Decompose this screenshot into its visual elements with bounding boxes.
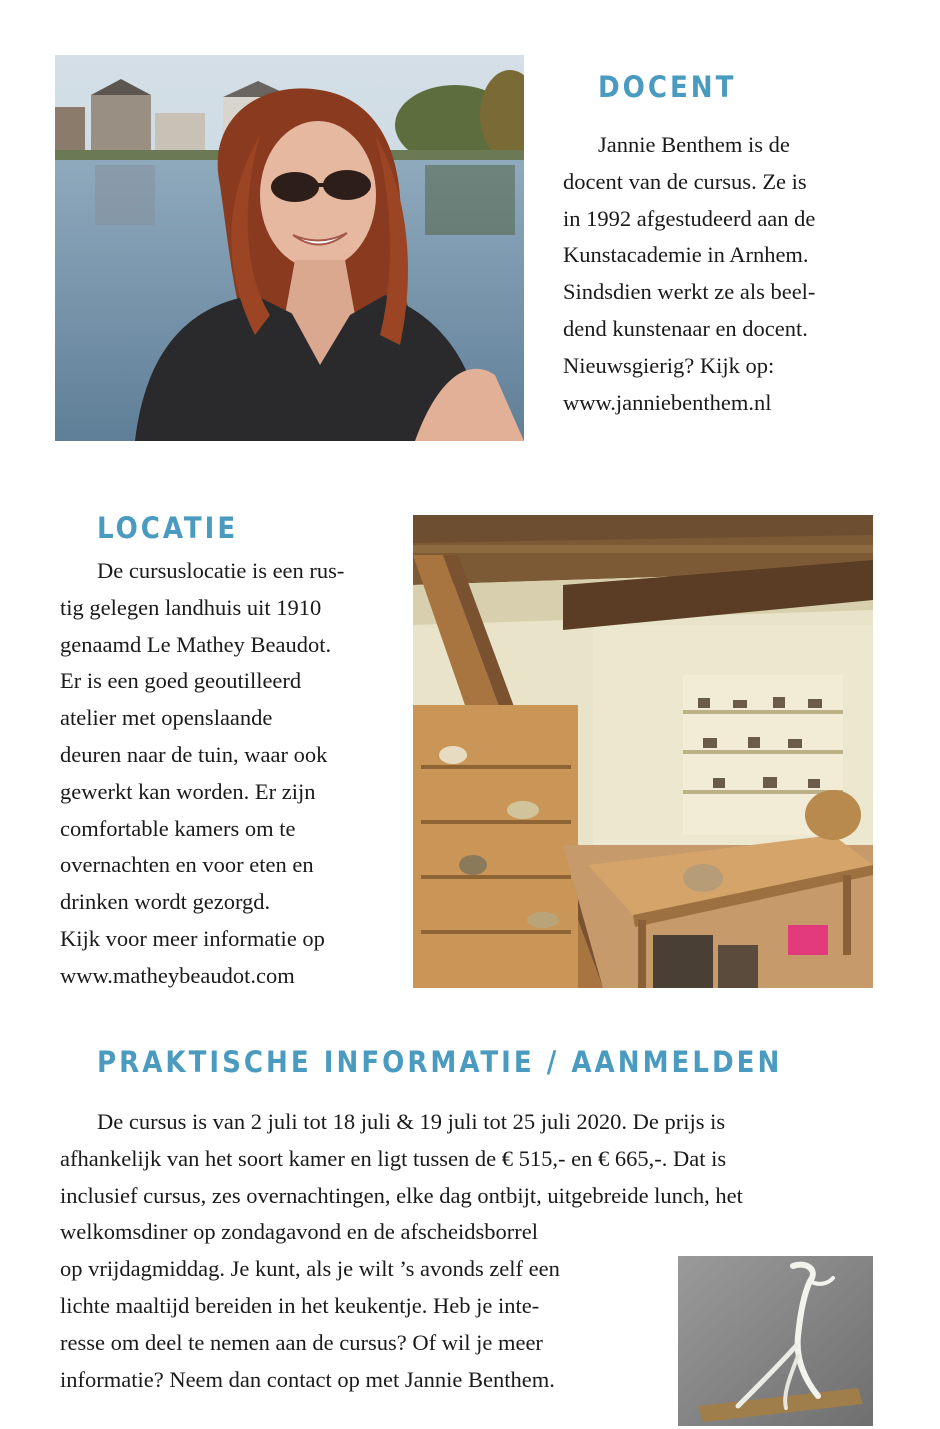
locatie-line: De cursuslocatie is een rus- (97, 558, 345, 583)
locatie-text (60, 553, 344, 995)
praktisch-line: De cursus is van 2 juli tot 18 juli & 19 juli tot 25 juli 2020. De prijs is (97, 1109, 726, 1134)
docent-line: Jannie Benthem is de (598, 132, 790, 157)
teacher-portrait-photo (55, 55, 524, 441)
docent-line: Sindsdien werkt ze als beel- (563, 279, 816, 305)
praktisch-text (60, 1104, 743, 1398)
locatie-line: drinken wordt gezorgd. (60, 889, 271, 915)
praktisch-line: informatie? Neem dan contact op met Jannie Benthem. (60, 1366, 555, 1392)
docent-line: docent van de cursus. Ze is (563, 168, 807, 194)
docent-line: dend kunstenaar en docent. (563, 315, 808, 341)
locatie-line: Er is een goed geoutilleerd (60, 668, 302, 694)
docent-line: Nieuwsgierig? Kijk op: (563, 352, 775, 378)
locatie-line: tig gelegen landhuis uit 1910 (60, 594, 322, 620)
locatie-line: comfortable kamers om te (60, 815, 296, 841)
docent-website-text: www.janniebenthem.nl (563, 389, 772, 415)
locatie-line: Kijk voor meer informatie op (60, 925, 325, 951)
docent-text (563, 127, 815, 421)
locatie-heading: LOCATIE (97, 511, 239, 545)
praktische-informatie-heading: PRAKTISCHE INFORMATIE / AANMELDEN (97, 1045, 783, 1079)
praktisch-line: op vrijdagmiddag. Je kunt, als je wilt ’s avonds zelf een (60, 1256, 560, 1282)
docent-line: Kunstacademie in Arnhem. (563, 242, 809, 268)
locatie-line: atelier met openslaande (60, 705, 273, 731)
atelier-interior-photo (413, 515, 873, 988)
praktisch-line: lichte maaltijd bereiden in het keukentje. Heb je inte- (60, 1292, 540, 1318)
locatie-website-text: www.matheybeaudot.com (60, 962, 295, 988)
locatie-line: deuren naar de tuin, waar ook (60, 741, 328, 767)
locatie-line: overnachten en voor eten en (60, 852, 314, 878)
sculpture-photo (678, 1256, 873, 1426)
praktisch-line: welkomsdiner op zondagavond en de afscheidsborrel (60, 1219, 538, 1245)
locatie-line: genaamd Le Mathey Beaudot. (60, 631, 332, 657)
praktisch-line: afhankelijk van het soort kamer en ligt tussen de € 515,- en € 665,-. Dat is (60, 1145, 727, 1171)
docent-heading: DOCENT (598, 70, 737, 104)
docent-line: in 1992 afgestudeerd aan de (563, 205, 816, 231)
praktisch-line: resse om deel te nemen aan de cursus? Of wil je meer (60, 1329, 543, 1355)
locatie-line: gewerkt kan worden. Er zijn (60, 778, 316, 804)
praktisch-line: inclusief cursus, zes overnachtingen, elke dag ontbijt, uitgebreide lunch, het (60, 1182, 743, 1208)
